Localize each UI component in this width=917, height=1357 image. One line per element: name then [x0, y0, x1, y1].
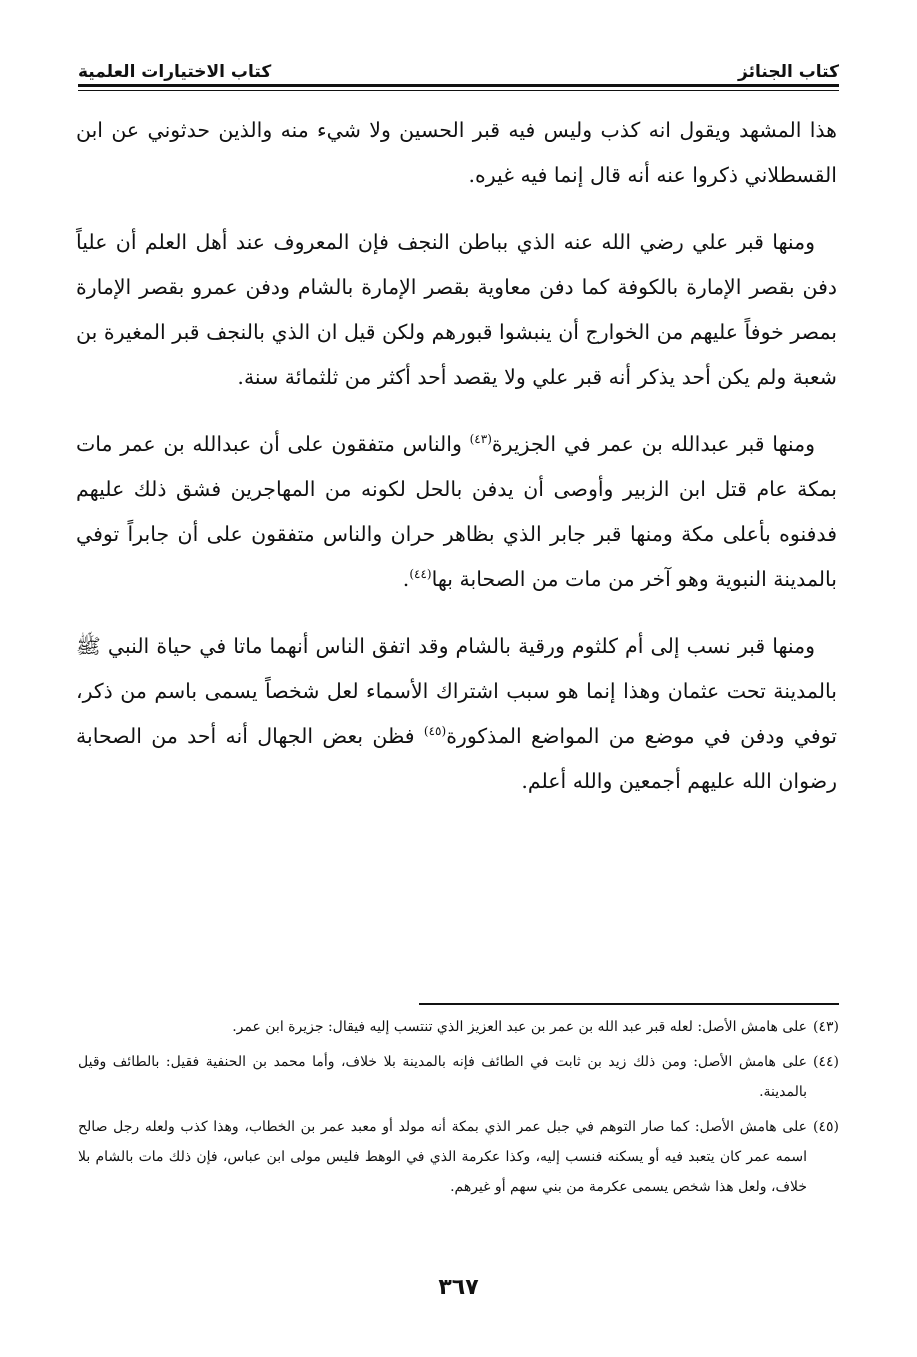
paragraph-4-text-start: ومنها قبر نسب إلى أم كلثوم ورقية بالشام وقد اتفق الناس أنهما ماتا في حياة النبي ﷺ بالمدينة تحت عثمان وهذا إنما هو سبب اشتراك الأسماء لعل شخصاً يسمى باسم من ذكر، توفي ودفن في موضع من المواضع المذكورة — [76, 634, 838, 748]
footnote-number: (٤٤) — [813, 1054, 839, 1070]
footnote-number: (٤٥) — [813, 1119, 839, 1135]
paragraph-3-text-start: ومنها قبر عبدالله بن عمر في الجزيرة — [491, 432, 815, 456]
paragraph-3-text-end: . — [402, 567, 410, 591]
footnote-ref-43[interactable]: (٤٣) — [469, 432, 492, 447]
running-header — [78, 42, 839, 82]
paragraph-1-text: هذا المشهد ويقول انه كذب وليس فيه قبر الحسين ولا شيء منه والذين حدثوني عن ابن القسطلاني ذكروا عنه أنه قال إنما فيه غيره. — [76, 118, 837, 187]
paragraph-1 — [76, 108, 837, 198]
footnote-separator — [419, 1003, 839, 1005]
paragraph-3-text-middle: والناس متفقون على أن عبدالله بن عمر مات بمكة عام قتل ابن الزبير وأوصى أن يدفن بالحل لكونه من المهاجرين فشق ذلك عليهم فدفنوه بأعلى مكة ومنها قبر جابر الذي بظاهر حران والناس متفقون على أن جابراً توفي بالمدينة النبوية وهو آخر من مات من الصحابة بها — [76, 432, 837, 591]
footnote-number: (٤٣) — [813, 1019, 839, 1035]
paragraph-2 — [76, 220, 837, 400]
footnote-ref-44[interactable]: (٤٤) — [409, 567, 432, 582]
main-text — [76, 108, 837, 826]
footnote-44 — [78, 1047, 839, 1107]
footnote-text: على هامش الأصل: لعله قبر عبد الله بن عمر بن عبد العزيز الذي تنتسب إليه فيقال: جزيرة ابن عمر. — [232, 1019, 808, 1035]
paragraph-3 — [76, 422, 837, 602]
paragraph-4-text-end: فظن بعض الجهال أنه أحد من الصحابة رضوان الله عليهم أجمعين والله أعلم. — [76, 724, 837, 793]
footnote-45 — [78, 1112, 839, 1202]
footnote-43 — [78, 1012, 839, 1042]
footnotes — [78, 1012, 839, 1207]
header-rule-thin — [78, 90, 839, 91]
page-number: ٣٦٧ — [438, 1275, 479, 1300]
footnote-text: على هامش الأصل: كما صار التوهم في جبل عمر الذي بمكة أنه مولد أو معبد عمر بن الخطاب، وهذا كذب ولعله رجل صالح اسمه عمر كان يتعبد فيه أو يسكنه فنسب إليه، وكذا عكرمة الذي في الوهط فليس مولى ابن عباس، فإن ذلك مات بالشام بلا خلاف، ولعل هذا شخص يسمى عكرمة من بني سهم أو غيرهم. — [78, 1119, 808, 1195]
footnote-text: على هامش الأصل: ومن ذلك زيد بن ثابت في الطائف فإنه بالمدينة بلا خلاف، وأما محمد بن الحنفية فقيل: بالطائف وقيل بالمدينة. — [78, 1054, 808, 1100]
paragraph-4 — [76, 624, 837, 804]
header-rule — [78, 84, 839, 87]
header-chapter-title: كتاب الجنائز — [738, 62, 839, 82]
footnote-ref-45[interactable]: (٤٥) — [423, 724, 447, 739]
header-book-title: كتاب الاختيارات العلمية — [78, 62, 272, 82]
paragraph-2-text: ومنها قبر علي رضي الله عنه الذي بباطن النجف فإن المعروف عند أهل العلم أن علياً دفن بقصر الإمارة بالكوفة كما دفن معاوية بقصر الإمارة بالشام ودفن عمرو بقصر الإمارة بمصر خوفاً عليهم من الخوارج أن ينبشوا قبورهم ولكن قيل ان الذي بالنجف قبر المغيرة بن شعبة ولم يكن أحد يذكر أنه قبر علي ولا يقصد أحد أكثر من ثلثمائة سنة. — [76, 230, 837, 389]
